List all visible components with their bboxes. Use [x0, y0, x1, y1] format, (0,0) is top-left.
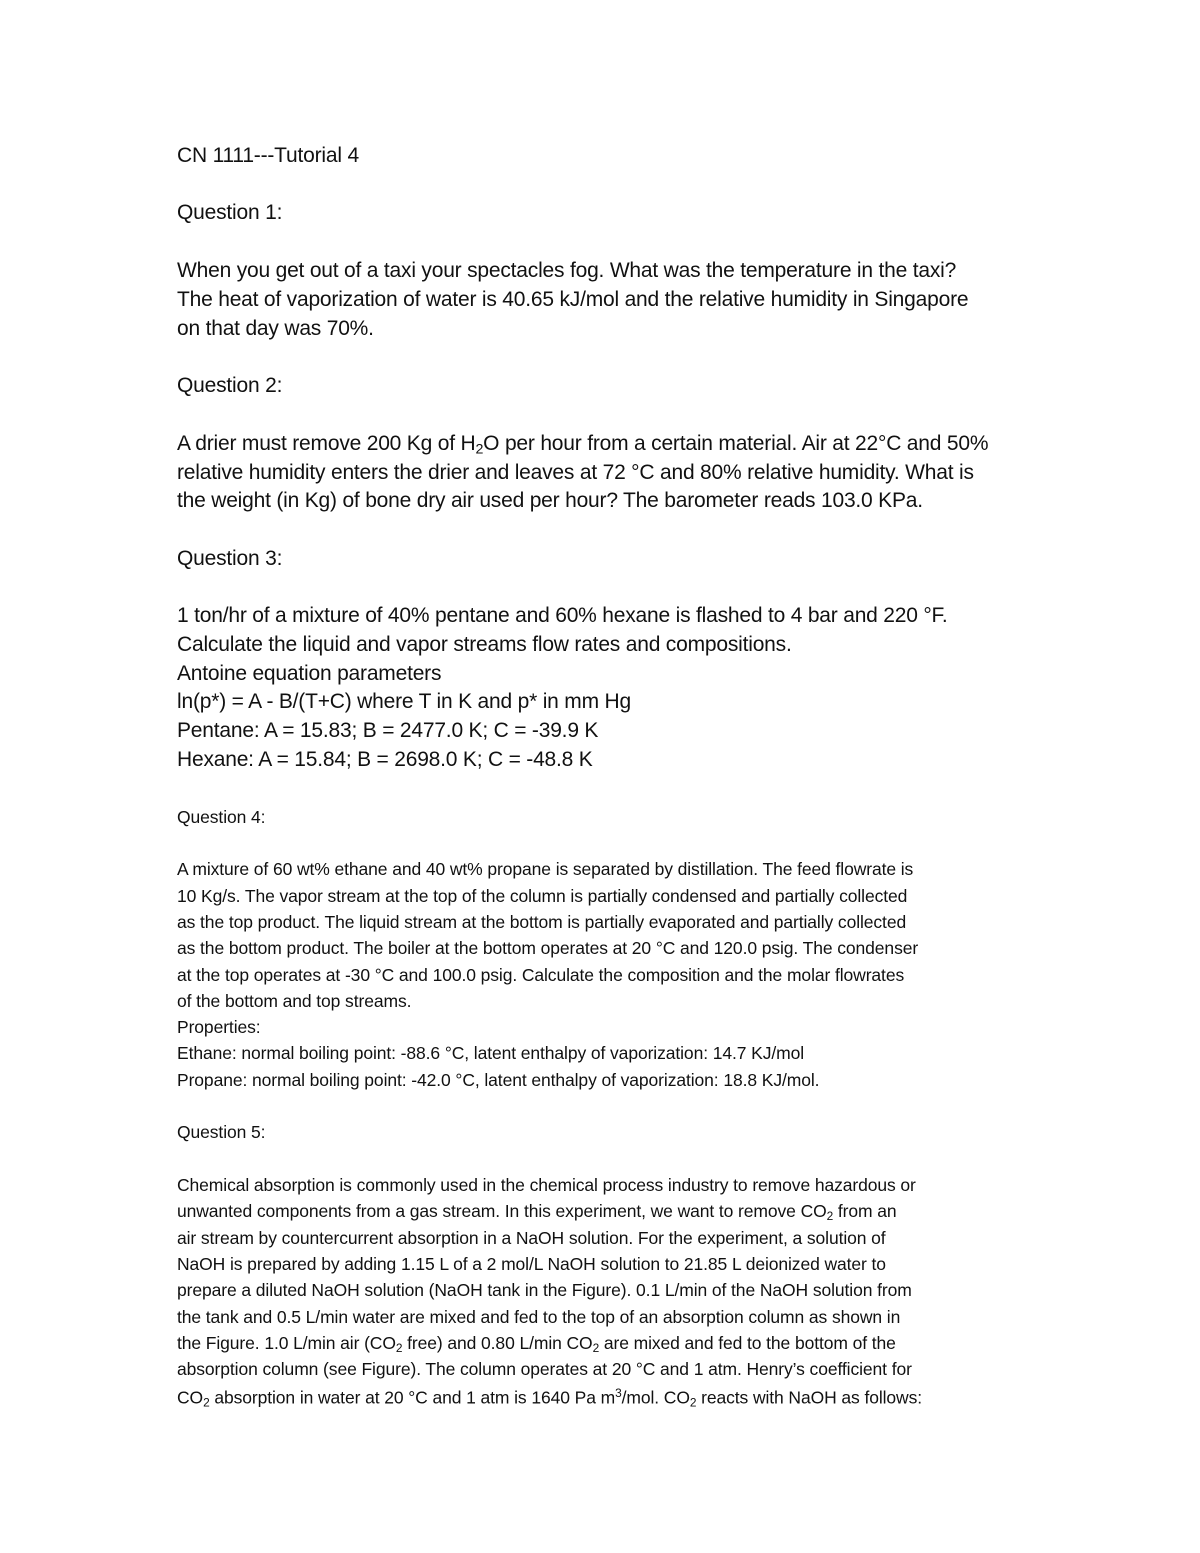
question-4-line: 10 Kg/s. The vapor stream at the top of the column is partially condensed and partially collected: [177, 886, 908, 906]
hexane-parameters: Hexane: A = 15.84; B = 2698.0 K; C = -48.8 K: [177, 748, 593, 771]
question-5-line: the Figure. 1.0 L/min air ($CO_2$ free) and 0.80 L/min $CO_2$ are mixed and fed to the bottom of the: [177, 1333, 896, 1355]
question-3-line: 1 ton/hr of a mixture of 40% pentane and 60% hexane is flashed to 4 bar and 220 °F.: [177, 604, 948, 627]
ethane-properties: Ethane: normal boiling point: -88.6 °C, latent enthalpy of vaporization: 14.7 KJ/mol: [177, 1043, 805, 1063]
question-3-line: Antoine equation parameters: [177, 662, 442, 685]
question-5-line: air stream by countercurrent absorption in a NaOH solution. For the experiment, a solution of: [177, 1228, 886, 1248]
question-5-line: unwanted components from a gas stream. In this experiment, we want to remove $CO_2$ from an: [177, 1201, 897, 1223]
question-4-line: A mixture of 60 wt% ethane and 40 wt% propane is separated by distillation. The feed flowrate is: [177, 859, 914, 879]
pentane-parameters: Pentane: A = 15.83; B = 2477.0 K; C = -39.9 K: [177, 719, 599, 742]
question-2-heading: Question 2:: [177, 374, 283, 397]
question-4-line: as the bottom product. The boiler at the bottom operates at 20 °C and 120.0 psig. The condenser: [177, 938, 919, 958]
question-1-line: The heat of vaporization of water is 40.65 kJ/mol and the relative humidity in Singapore: [177, 288, 969, 311]
question-1-heading: Question 1:: [177, 201, 283, 224]
question-5-line: absorption column (see Figure). The column operates at 20 °C and 1 atm. Henry’s coefficient for: [177, 1359, 912, 1379]
question-2-line: relative humidity enters the drier and leaves at 72 °C and 80% relative humidity. What is: [177, 461, 974, 484]
properties-label: Properties:: [177, 1017, 261, 1037]
question-2-line: A drier must remove 200 Kg of $H_2O$ per hour from a certain material. Air at 22°C and 50%: [177, 432, 989, 458]
question-5-line: Chemical absorption is commonly used in the chemical process industry to remove hazardous or: [177, 1175, 916, 1195]
question-5-line: $CO_2$ absorption in water at 20 °C and 1 atm is 1640 Pa $m^3$/mol. $CO_2$ reacts with NaOH as follows:: [177, 1386, 923, 1410]
document-title: CN 1111---Tutorial 4: [177, 144, 359, 167]
question-2-line: the weight (in Kg) of bone dry air used per hour? The barometer reads 103.0 KPa.: [177, 489, 923, 512]
question-5-line: the tank and 0.5 L/min water are mixed and fed to the top of an absorption column as shown in: [177, 1307, 901, 1327]
question-1-line: on that day was 70%.: [177, 317, 374, 340]
question-5-heading: Question 5:: [177, 1122, 266, 1142]
question-4-line: at the top operates at -30 °C and 100.0 psig. Calculate the composition and the molar flowrates: [177, 965, 905, 985]
propane-properties: Propane: normal boiling point: -42.0 °C, latent enthalpy of vaporization: 18.8 KJ/mol.: [177, 1070, 820, 1090]
question-1-line: When you get out of a taxi your spectacles fog. What was the temperature in the taxi?: [177, 259, 957, 282]
question-4-line: as the top product. The liquid stream at the bottom is partially evaporated and partially collected: [177, 912, 907, 932]
antoine-equation: ln(p*) = A - B/(T+C) where T in K and p* in mm Hg: [177, 690, 631, 713]
question-4-heading: Question 4:: [177, 807, 266, 827]
question-3-line: Calculate the liquid and vapor streams flow rates and compositions.: [177, 633, 792, 656]
question-5-line: NaOH is prepared by adding 1.15 L of a 2 mol/L NaOH solution to 21.85 L deionized water to: [177, 1254, 886, 1274]
question-4-line: of the bottom and top streams.: [177, 991, 412, 1011]
question-5-line: prepare a diluted NaOH solution (NaOH tank in the Figure). 0.1 L/min of the NaOH solution from: [177, 1280, 912, 1300]
question-3-heading: Question 3:: [177, 547, 283, 570]
